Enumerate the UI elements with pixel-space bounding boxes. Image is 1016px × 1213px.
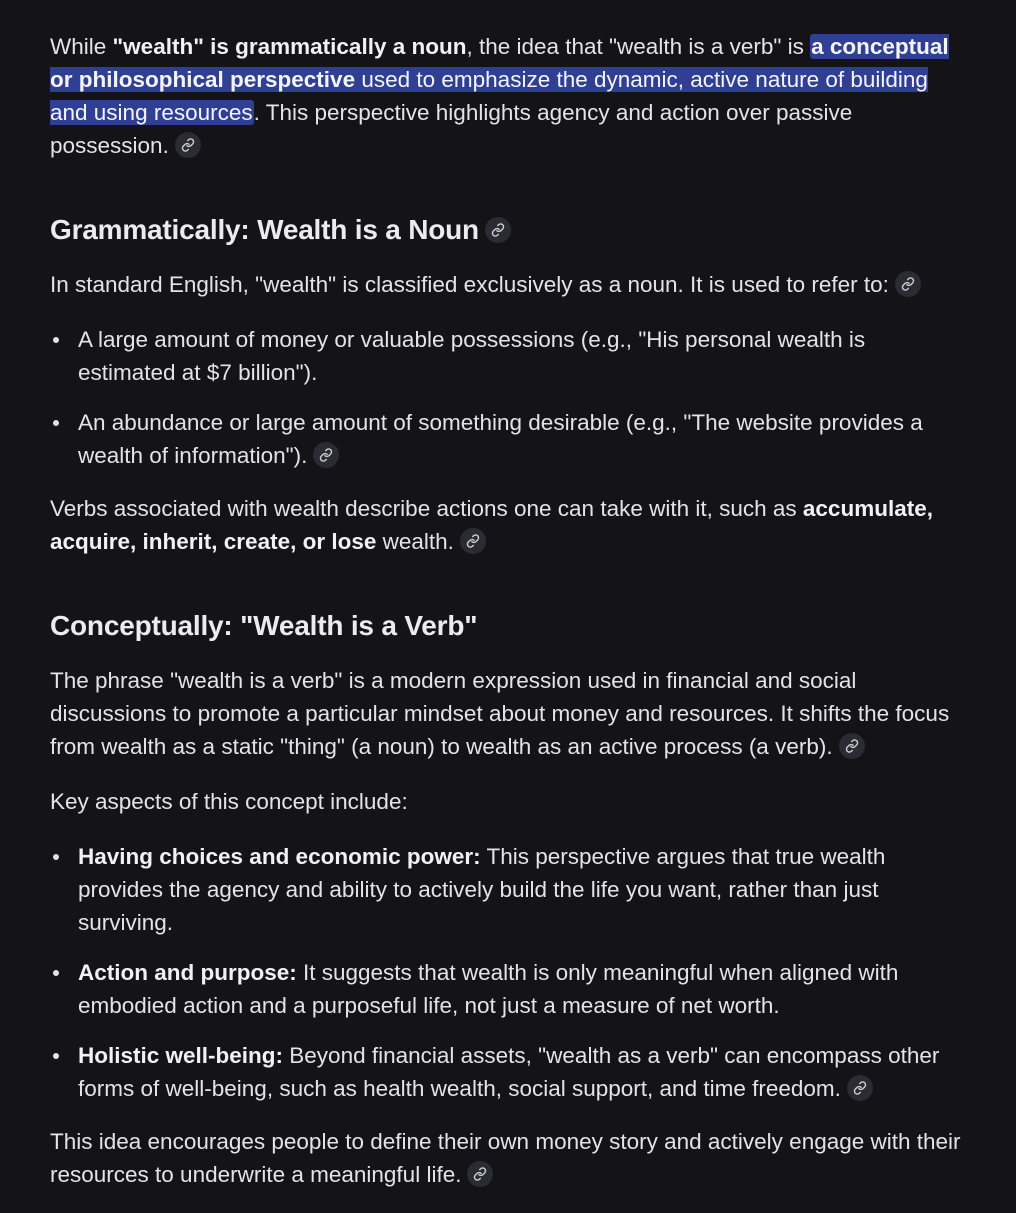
verb-body-paragraph	[50, 664, 962, 763]
aspects-list	[50, 840, 962, 1105]
aspect-term: Having choices and economic power:	[78, 844, 481, 869]
link-icon	[181, 138, 195, 152]
highlight-part-1: a	[811, 34, 824, 59]
source-link-button[interactable]	[460, 528, 486, 554]
source-link-button[interactable]	[839, 733, 865, 759]
list-item	[78, 840, 962, 939]
verbs-paragraph	[50, 492, 962, 558]
verbs-bold: accumulate, acquire, inherit, create, or lose	[50, 496, 933, 554]
section-heading-noun-text: Grammatically: Wealth is a Noun	[50, 214, 479, 245]
link-icon	[901, 277, 915, 291]
verb-body-text: The phrase "wealth is a verb" is a modern expression used in financial and social discussions to promote a particular mindset about money and resources. It shifts the focus from wealth as a static "thing" (a noun) to wealth as an active process (a verb).	[50, 668, 950, 759]
list-item-text: An abundance or large amount of something desirable (e.g., "The website provides a wealth of information").	[78, 410, 923, 468]
intro-tail: . This perspective highlights agency and action over passive possession.	[50, 100, 853, 158]
source-link-button[interactable]	[895, 271, 921, 297]
list-item	[78, 1039, 962, 1105]
closing-text: This idea encourages people to define their own money story and actively engage with their resources to underwrite a meaningful life.	[50, 1129, 961, 1187]
list-item	[78, 956, 962, 1022]
aspect-text: Beyond financial assets, "wealth as a verb" can encompass other forms of well-being, such as health wealth, social support, and time freedom.	[78, 1043, 940, 1101]
link-icon	[845, 739, 859, 753]
link-icon	[491, 223, 505, 237]
link-icon	[853, 1081, 867, 1095]
source-link-button[interactable]	[313, 442, 339, 468]
list-item-text: A large amount of money or valuable possessions (e.g., "His personal wealth is estimated at $7 billion").	[78, 327, 866, 385]
list-item	[78, 406, 962, 472]
list-item	[78, 323, 962, 389]
intro-lead: While	[50, 34, 113, 59]
verbs-lead: Verbs associated with wealth describe actions one can take with it, such as	[50, 496, 803, 521]
section-heading-noun	[50, 212, 962, 248]
link-icon	[466, 534, 480, 548]
source-link-button[interactable]	[467, 1161, 493, 1187]
noun-lead-paragraph	[50, 268, 962, 301]
source-link-button[interactable]	[485, 217, 511, 243]
link-icon	[473, 1167, 487, 1181]
source-link-button[interactable]	[175, 132, 201, 158]
verbs-tail: wealth.	[376, 529, 454, 554]
intro-paragraph	[50, 30, 962, 162]
noun-usage-list	[50, 323, 962, 472]
section-heading-verb	[50, 608, 962, 644]
aspects-lead-text: Key aspects of this concept include:	[50, 789, 408, 814]
aspects-lead-paragraph	[50, 785, 962, 818]
intro-mid: , the idea that "wealth is a verb" is	[466, 34, 811, 59]
ai-response	[50, 30, 962, 1213]
highlight-part-3: used to emphasize the dynamic, active nature of building and using resources	[50, 67, 928, 125]
highlight-part-2: conceptual or philosophical perspective	[50, 34, 949, 92]
aspect-term: Action and purpose:	[78, 960, 297, 985]
aspect-text: This perspective argues that true wealth provides the agency and ability to actively build the life you want, rather than just surviving.	[78, 844, 886, 935]
source-link-button[interactable]	[847, 1075, 873, 1101]
link-icon	[319, 448, 333, 462]
section-heading-verb-text: Conceptually: "Wealth is a Verb"	[50, 610, 478, 641]
intro-bold-noun: "wealth" is grammatically a noun	[112, 34, 467, 59]
aspect-text: It suggests that wealth is only meaningful when aligned with embodied action and a purposeful life, not just a measure of net worth.	[78, 960, 899, 1018]
closing-paragraph	[50, 1125, 962, 1191]
noun-lead-text: In standard English, "wealth" is classified exclusively as a noun. It is used to refer to:	[50, 272, 889, 297]
aspect-term: Holistic well-being:	[78, 1043, 284, 1068]
